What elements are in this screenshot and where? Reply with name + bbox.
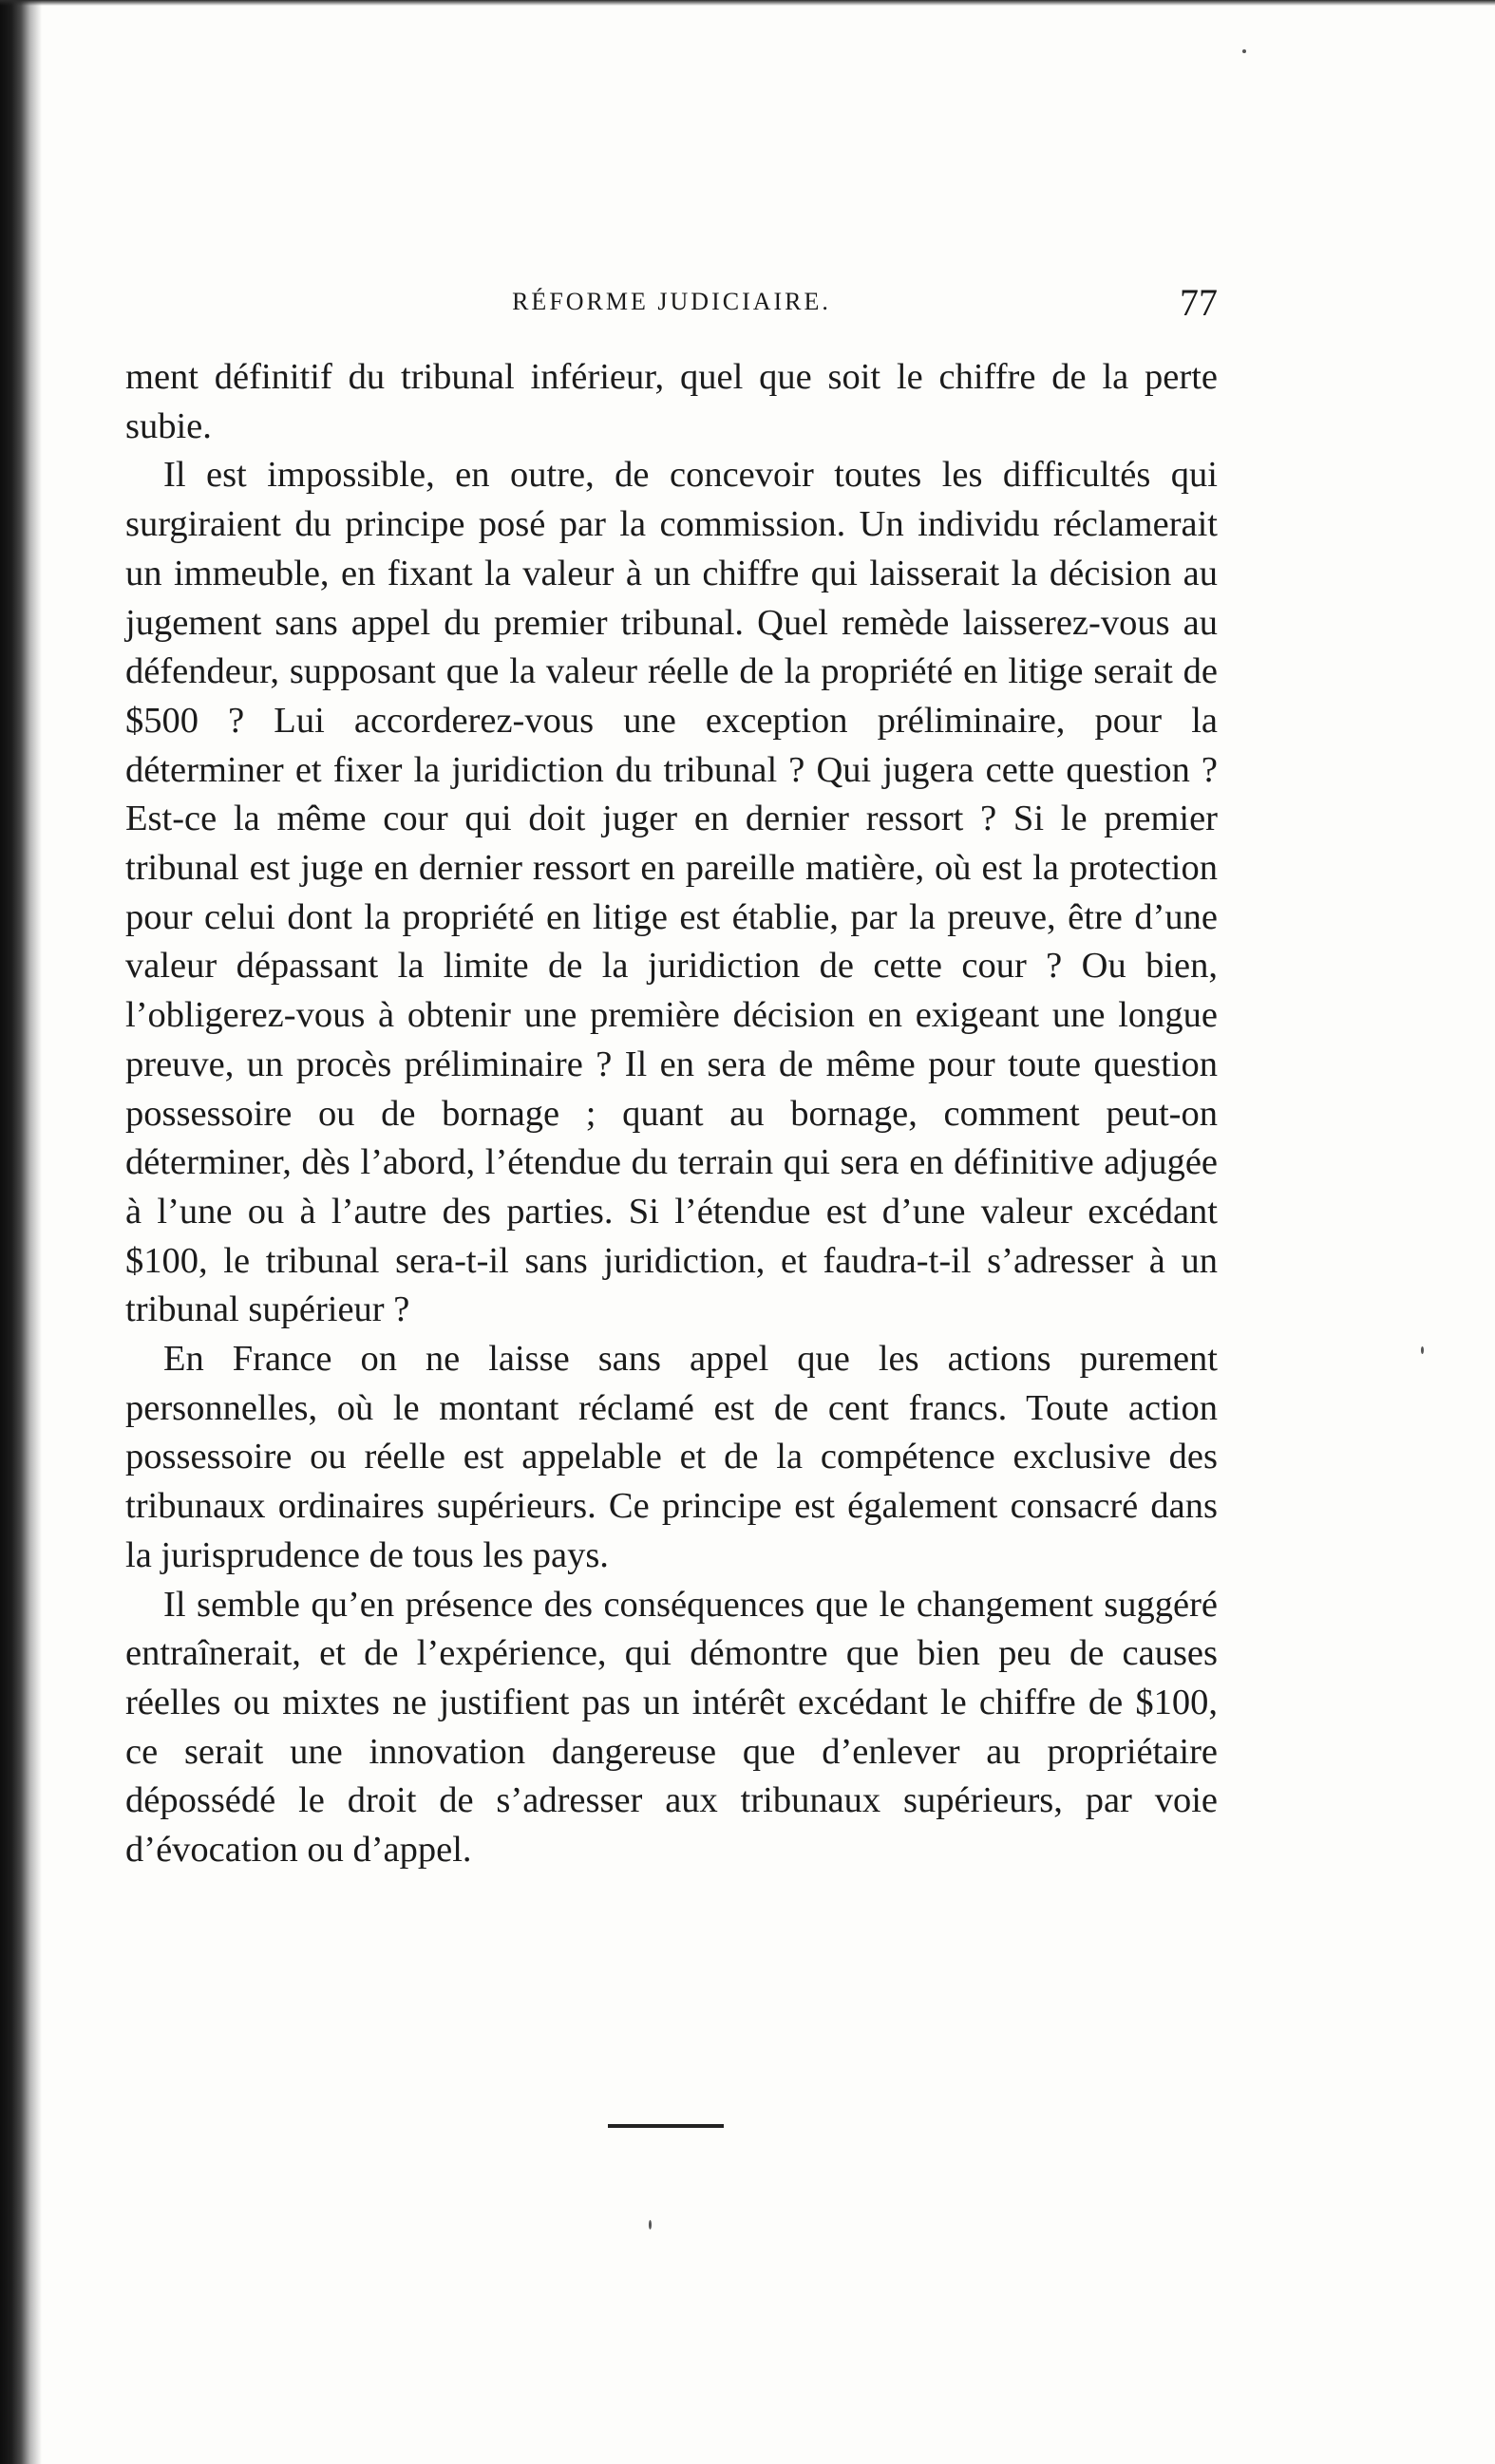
binding-edge — [0, 0, 42, 2464]
paragraph: Il est impossible, en outre, de concevoir toutes les difficultés qui surgiraient du principe posé par la commission. Un individu réclamerait un immeuble, en fixant la valeur à un chiffre qui laisserait la décision au jugement sans appel du premier tribunal. Quel remède laisserez-vous au défendeur, supposant que la valeur réelle de la propriété en litige serait de $500 ? Lui accorderez-vous une exception préliminaire, pour la déterminer et fixer la juridiction du tribunal ? Qui jugera cette question ? Est-ce la même cour qui doit juger en dernier ressort ? Si le premier tribunal est juge en dernier ressort en pareille matière, où est la protection pour celui dont la propriété en litige est établie, par la preuve, être d’une valeur dépassant la limite de la juridiction de cette cour ? Ou bien, l’obligerez-vous à obtenir une première décision en exigeant une longue preuve, un procès préliminaire ? Il en sera de même pour toute question possessoire ou de bornage ; quant au bornage, comment peut-on déterminer, dès l’abord, l’étendue du terrain qui sera en définitive adjugée à l’une ou à l’autre des parties. Si l’étendue est d’une valeur excédant $100, le tribunal sera-t-il sans juridiction, et faudra-t-il s’adresser à un tribunal supérieur ? — [125, 455, 1218, 1330]
paragraph: Il semble qu’en présence des conséquences que le changement suggéré entraînerait, et de l’expérience, qui démontre que bien peu de causes réelles ou mixtes ne justifient pas un intérêt excédant le chiffre de $100, ce serait une innovation dangereuse que d’enlever au propriétaire dépossédé le droit de s’adresser aux tribunaux supérieurs, par voie d’évocation ou d’appel. — [125, 1584, 1218, 1871]
top-page-edge — [0, 0, 1495, 6]
scan-speck — [649, 2220, 652, 2229]
scan-speck — [1242, 49, 1246, 53]
page-number: 77 — [1180, 281, 1218, 324]
paragraph: En France on ne laisse sans appel que les actions purement personnelles, où le montant réclamé est de cent francs. Toute action possessoire ou réelle est appelable et de la compétence exclusive des tribunaux ordinaires supérieurs. Ce principe est également consacré dans la jurisprudence de tous les pays. — [125, 1339, 1218, 1575]
scan-speck — [1421, 1346, 1424, 1354]
body-text — [125, 353, 1218, 1875]
running-title: RÉFORME JUDICIAIRE. — [512, 288, 831, 315]
running-header — [125, 280, 1218, 337]
section-end-rule — [608, 2124, 724, 2128]
paragraph: ment définitif du tribunal inférieur, quel que soit le chiffre de la perte subie. — [125, 357, 1218, 446]
